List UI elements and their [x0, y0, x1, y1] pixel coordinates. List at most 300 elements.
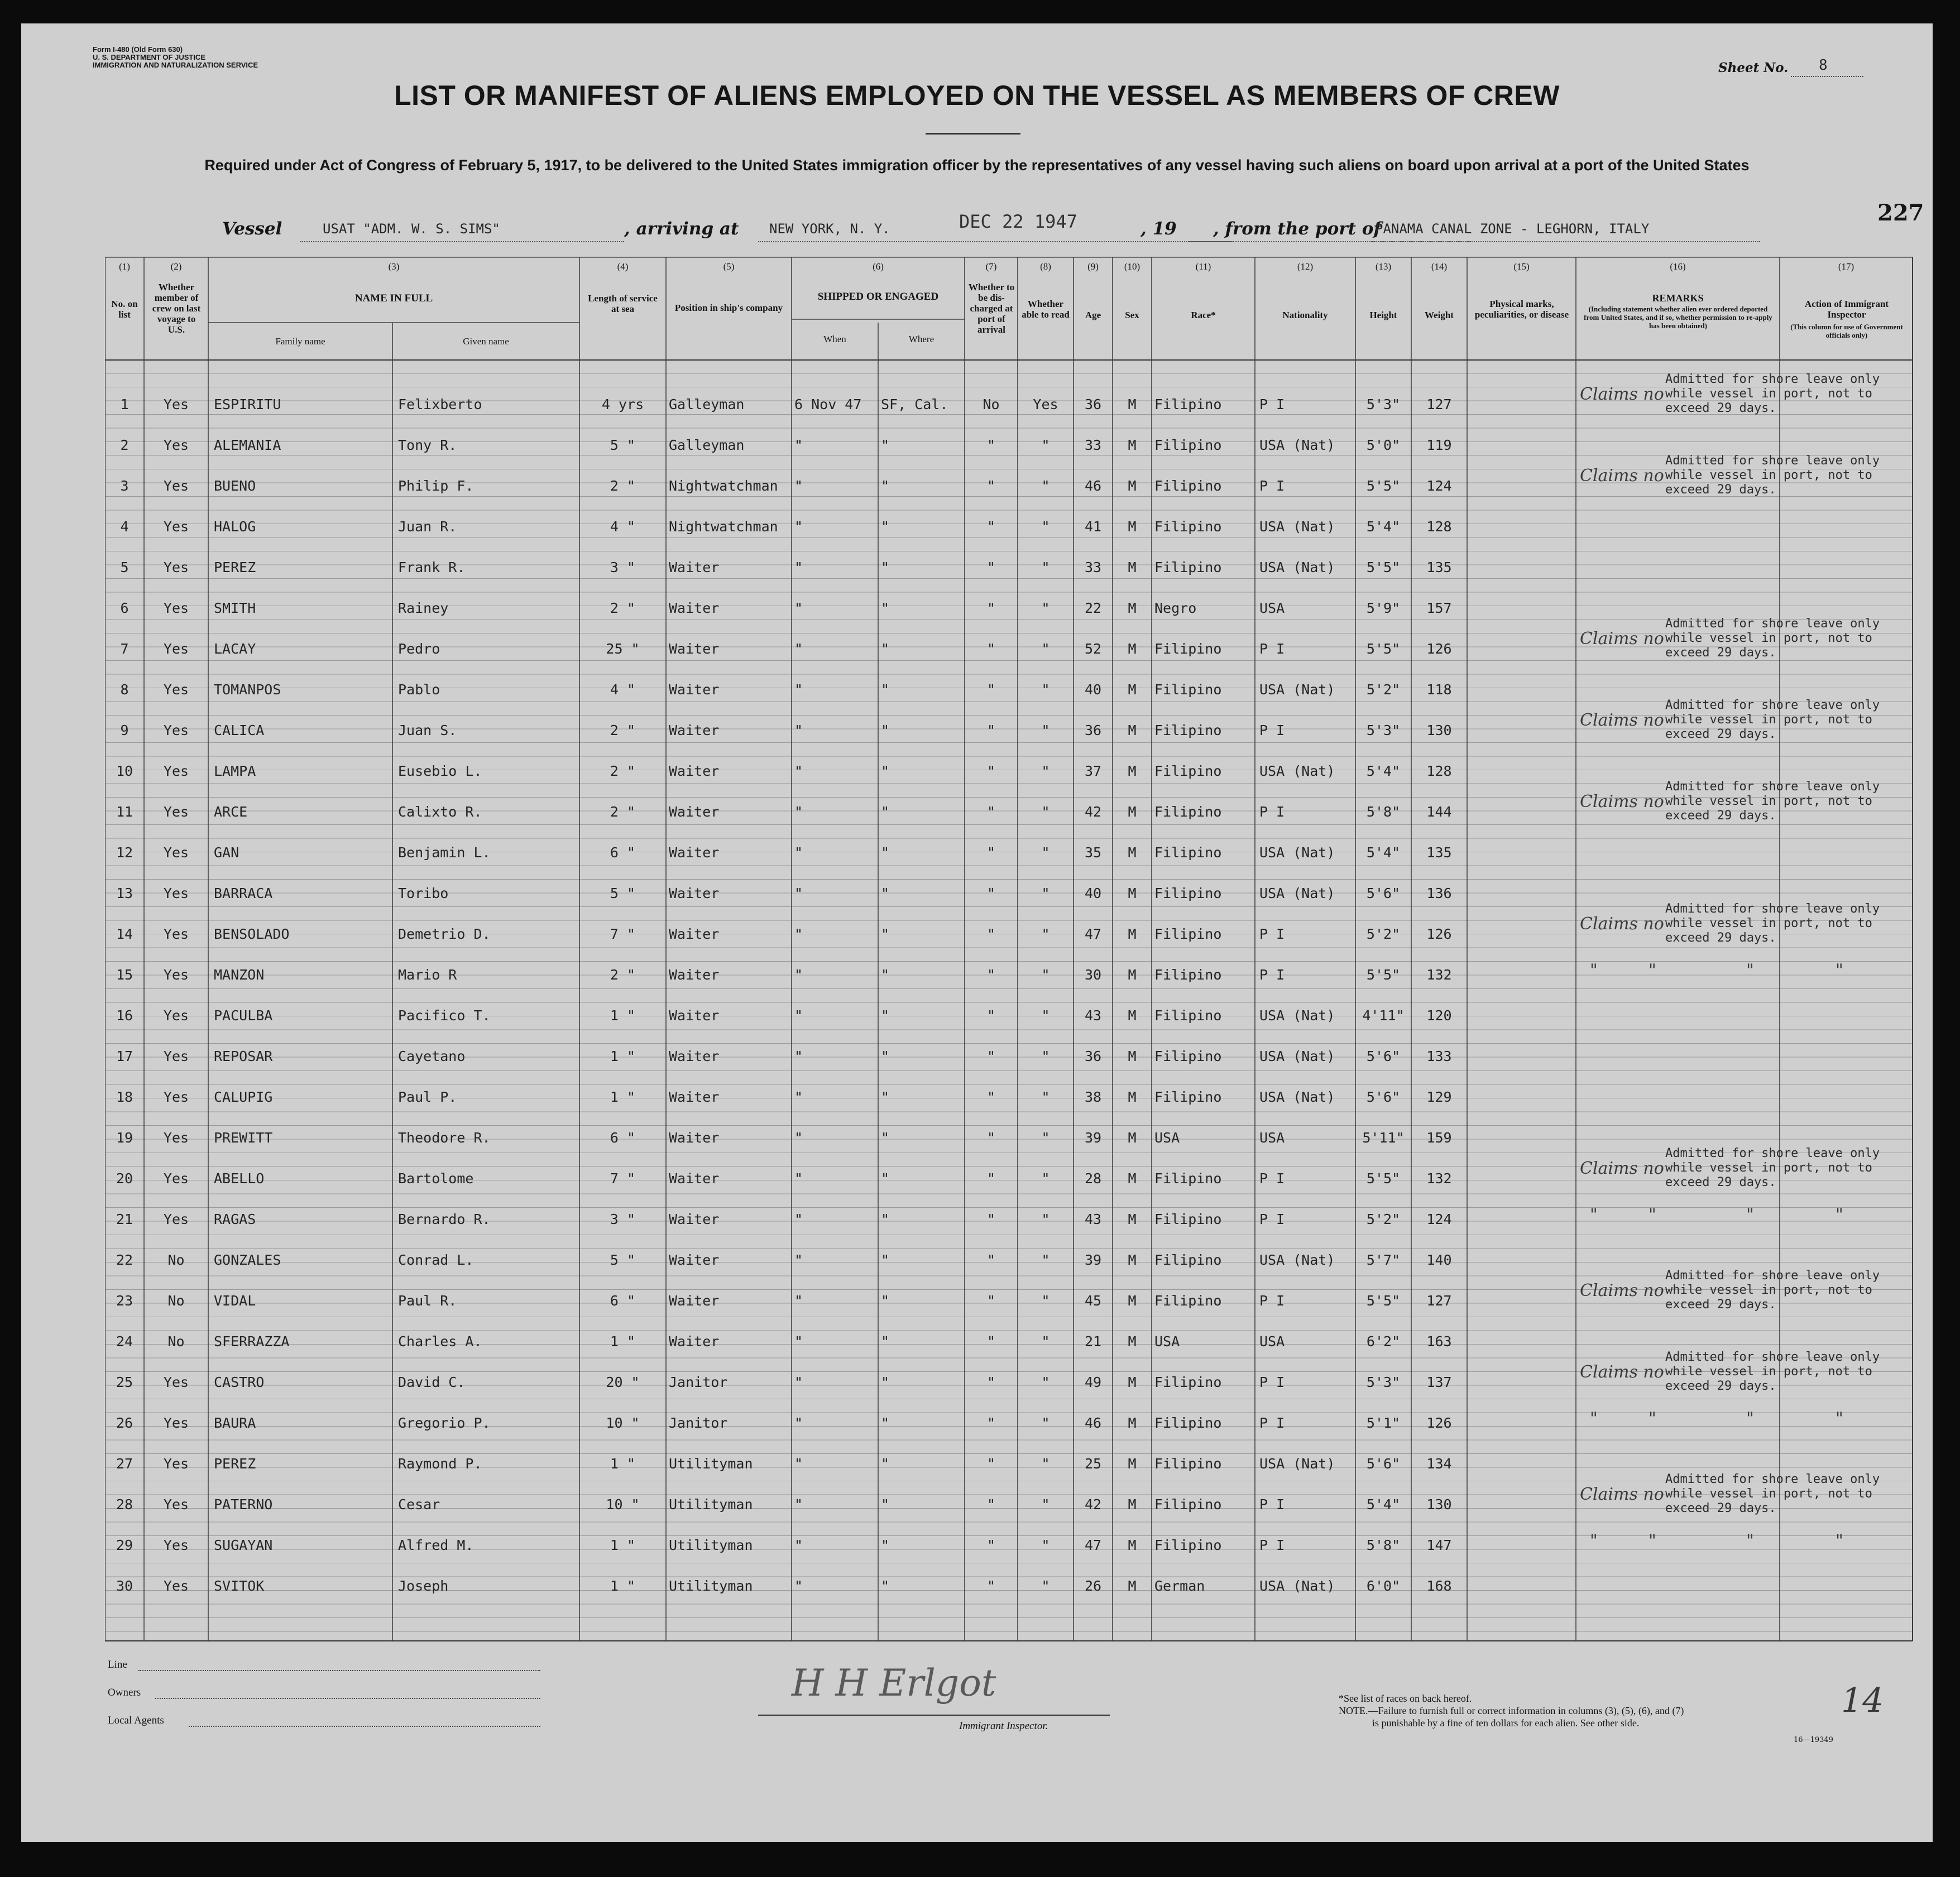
cell-nationality: USA (Nat) [1259, 1048, 1335, 1064]
cell-sex: M [1128, 1252, 1137, 1268]
cell-shipped-where: " [881, 1211, 890, 1227]
remark-line: Admitted for shore leave only [1665, 1269, 1880, 1283]
cell-able-to-read: " [1041, 1211, 1050, 1227]
cell-able-to-read: " [1041, 1007, 1050, 1024]
title-rule [926, 133, 1020, 135]
cell-family-name: ALEMANIA [214, 437, 281, 453]
cell-sex: M [1128, 1130, 1137, 1146]
cell-weight: 135 [1426, 844, 1452, 861]
remark-line: Admitted for shore leave only [1665, 780, 1880, 794]
cell-age: 41 [1084, 519, 1102, 535]
cell-sex: M [1128, 396, 1137, 412]
cell-weight: 147 [1426, 1537, 1452, 1553]
header-action: Action of Immigrant Inspector [1804, 299, 1889, 320]
cell-weight: 124 [1426, 1211, 1452, 1227]
cell-row-number: 14 [116, 926, 133, 942]
cell-family-name: BARRACA [214, 885, 273, 901]
cell-nationality: USA (Nat) [1259, 763, 1335, 779]
remark-ditto-mark: " [1590, 1409, 1598, 1428]
cell-shipped-when: " [794, 1130, 803, 1146]
remark-handwritten-claims: Claims no [1580, 1281, 1664, 1300]
cell-row-number: 6 [120, 600, 129, 616]
cell-sex: M [1128, 681, 1137, 698]
cell-family-name: CALICA [214, 722, 265, 738]
cell-shipped-where: " [881, 681, 890, 698]
remark-line: while vessel in port, not to [1665, 631, 1872, 645]
cell-length-of-service: 2 " [610, 804, 636, 820]
cell-shipped-where: " [881, 641, 890, 657]
cell-age: 40 [1084, 681, 1102, 698]
cell-sex: M [1128, 437, 1137, 453]
cell-nationality: P I [1259, 1537, 1285, 1553]
cell-able-to-read: " [1041, 1170, 1050, 1187]
cell-discharged-flag: " [986, 926, 996, 942]
col-number: (8) [1040, 261, 1051, 272]
cell-discharged-flag: " [986, 1048, 996, 1064]
header-remarks: REMARKS [1652, 292, 1704, 304]
cell-shipped-where: " [881, 1415, 890, 1431]
footnote-fine: is punishable by a fine of ten dollars for each alien. See other side. [1372, 1717, 1640, 1729]
cell-weight: 130 [1426, 722, 1452, 738]
cell-shipped-when: " [794, 1374, 803, 1390]
cell-ship-position: Galleyman [669, 396, 745, 412]
remark-line: Admitted for shore leave only [1665, 1472, 1880, 1486]
cell-sex: M [1128, 478, 1137, 494]
cell-shipped-when: " [794, 926, 803, 942]
remark-ditto-mark: " [1746, 1205, 1754, 1225]
cell-nationality: P I [1259, 1415, 1285, 1431]
cell-nationality: P I [1259, 967, 1285, 983]
cell-shipped-when: " [794, 519, 803, 535]
cell-family-name: PACULBA [214, 1007, 273, 1024]
cell-race: Filipino [1154, 1293, 1222, 1309]
cell-nationality: USA [1259, 1333, 1285, 1350]
cell-crew-last-voyage: Yes [163, 1211, 189, 1227]
cell-family-name: SVITOK [214, 1578, 265, 1594]
cell-able-to-read: Yes [1033, 396, 1058, 412]
cell-sex: M [1128, 1374, 1137, 1390]
cell-row-number: 20 [116, 1170, 133, 1187]
cell-row-number: 28 [116, 1496, 133, 1513]
cell-shipped-where: " [881, 763, 890, 779]
remark-line: while vessel in port, not to [1665, 1487, 1872, 1501]
cell-race: Filipino [1154, 559, 1222, 575]
cell-given-name: Cayetano [398, 1048, 466, 1064]
cell-nationality: P I [1259, 396, 1285, 412]
cell-weight: 159 [1426, 1130, 1452, 1146]
cell-height: 5'4" [1366, 1496, 1401, 1513]
cell-row-number: 7 [120, 641, 129, 657]
cell-given-name: Raymond P. [398, 1456, 482, 1472]
cell-age: 28 [1084, 1170, 1102, 1187]
cell-height: 5'8" [1366, 804, 1401, 820]
cell-able-to-read: " [1041, 1456, 1050, 1472]
cell-crew-last-voyage: Yes [163, 437, 189, 453]
footnote-note: NOTE.—Failure to furnish full or correct information in columns (3), (5), (6), and (7) [1339, 1705, 1684, 1716]
cell-race: USA [1154, 1333, 1180, 1350]
cell-height: 4'11" [1362, 1007, 1405, 1024]
cell-row-number: 30 [116, 1578, 133, 1594]
cell-age: 37 [1084, 763, 1102, 779]
cell-age: 39 [1084, 1130, 1102, 1146]
cell-row-number: 17 [116, 1048, 133, 1064]
cell-family-name: BUENO [214, 478, 256, 494]
cell-length-of-service: 4 " [610, 519, 636, 535]
cell-weight: 126 [1426, 641, 1452, 657]
cell-crew-last-voyage: Yes [163, 1415, 189, 1431]
cell-nationality: P I [1259, 1170, 1285, 1187]
cell-length-of-service: 2 " [610, 763, 636, 779]
cell-race: Filipino [1154, 396, 1222, 412]
cell-crew-last-voyage: Yes [163, 885, 189, 901]
cell-given-name: Cesar [398, 1496, 440, 1513]
page-subtitle: Required under Act of Congress of February 5, 1917, to be delivered to the United States immigration officer by the representatives of any vessel having such aliens on board upon arrival at a port of the United States [204, 157, 1750, 174]
remark-line: exceed 29 days. [1665, 1175, 1776, 1189]
cell-family-name: PREWITT [214, 1130, 273, 1146]
cell-height: 5'5" [1366, 1170, 1401, 1187]
header-discharged: Whether to be dis-charged at port of arrival [968, 282, 1015, 335]
remark-line: while vessel in port, not to [1665, 1161, 1872, 1175]
cell-row-number: 1 [120, 396, 129, 412]
cell-given-name: Alfred M. [398, 1537, 474, 1553]
header-member-last-voyage: Whether member of crew on last voyage to U.S. [152, 282, 201, 335]
cell-crew-last-voyage: Yes [163, 600, 189, 616]
cell-age: 43 [1084, 1211, 1102, 1227]
remark-admitted-shore-leave [1665, 1472, 1880, 1516]
cell-age: 26 [1084, 1578, 1102, 1594]
cell-weight: 168 [1426, 1578, 1452, 1594]
cell-discharged-flag: " [986, 1130, 996, 1146]
cell-family-name: HALOG [214, 519, 256, 535]
cell-shipped-when: 6 Nov 47 [794, 396, 862, 412]
cell-ship-position: Waiter [669, 722, 720, 738]
cell-ship-position: Waiter [669, 1333, 720, 1350]
cell-weight: 128 [1426, 519, 1452, 535]
col-number: (9) [1087, 261, 1099, 272]
cell-race: Negro [1154, 600, 1197, 616]
col-number: (7) [985, 261, 997, 272]
cell-sex: M [1128, 885, 1137, 901]
vessel-label: Vessel [222, 219, 282, 239]
cell-weight: 135 [1426, 559, 1452, 575]
cell-length-of-service: 6 " [610, 1293, 636, 1309]
remark-ditto-mark: " [1648, 961, 1656, 980]
cell-height: 5'2" [1366, 1211, 1401, 1227]
remark-line: exceed 29 days. [1665, 727, 1776, 741]
cell-ship-position: Waiter [669, 1211, 720, 1227]
cell-age: 52 [1084, 641, 1102, 657]
remark-ditto-mark: " [1836, 1205, 1843, 1225]
cell-height: 5'6" [1366, 885, 1401, 901]
remark-line: Admitted for shore leave only [1665, 902, 1880, 916]
cell-row-number: 19 [116, 1130, 133, 1146]
cell-weight: 144 [1426, 804, 1452, 820]
cell-given-name: Pablo [398, 681, 440, 698]
cell-shipped-where: " [881, 1089, 890, 1105]
cell-given-name: Pedro [398, 641, 440, 657]
cell-shipped-when: " [794, 1456, 803, 1472]
cell-weight: 132 [1426, 1170, 1452, 1187]
cell-ship-position: Waiter [669, 681, 720, 698]
cell-shipped-where: " [881, 1130, 890, 1146]
cell-nationality: P I [1259, 926, 1285, 942]
remark-admitted-shore-leave [1665, 1350, 1880, 1394]
cell-crew-last-voyage: Yes [163, 396, 189, 412]
cell-able-to-read: " [1041, 1537, 1050, 1553]
from-port: PANAMA CANAL ZONE - LEGHORN, ITALY [1375, 221, 1650, 237]
cell-row-number: 26 [116, 1415, 133, 1431]
header-physical-marks: Physical marks, peculiarities, or disease [1474, 299, 1569, 320]
cell-family-name: BAURA [214, 1415, 256, 1431]
col-number: (17) [1838, 261, 1854, 272]
cell-length-of-service: 1 " [610, 1537, 636, 1553]
remark-line: exceed 29 days. [1665, 483, 1776, 497]
header-height: Height [1369, 310, 1397, 320]
remark-ditto-mark: " [1836, 1531, 1843, 1550]
cell-able-to-read: " [1041, 1496, 1050, 1513]
cell-row-number: 22 [116, 1252, 133, 1268]
cell-length-of-service: 6 " [610, 1130, 636, 1146]
cell-given-name: Joseph [398, 1578, 449, 1594]
from-port-label: , from the port of [1213, 219, 1381, 239]
remark-line: Admitted for shore leave only [1665, 1350, 1880, 1364]
remark-handwritten-claims: Claims no [1580, 1485, 1664, 1504]
cell-family-name: CALUPIG [214, 1089, 273, 1105]
cell-shipped-when: " [794, 1578, 803, 1594]
cell-crew-last-voyage: Yes [163, 681, 189, 698]
cell-given-name: Tony R. [398, 437, 457, 453]
cell-sex: M [1128, 519, 1137, 535]
remark-line: while vessel in port, not to [1665, 468, 1872, 482]
cell-discharged-flag: " [986, 559, 996, 575]
cell-race: Filipino [1154, 844, 1222, 861]
cell-ship-position: Utilityman [669, 1496, 753, 1513]
cell-height: 5'1" [1366, 1415, 1401, 1431]
cell-shipped-when: " [794, 722, 803, 738]
col-number: (3) [388, 261, 400, 272]
remark-ditto-mark: " [1746, 1531, 1754, 1550]
col-number: (15) [1513, 261, 1530, 272]
cell-sex: M [1128, 804, 1137, 820]
header-given-name: Given name [463, 336, 509, 347]
col-number: (5) [723, 261, 735, 272]
cell-given-name: Paul P. [398, 1089, 457, 1105]
cell-given-name: Felixberto [398, 396, 482, 412]
remark-line: while vessel in port, not to [1665, 387, 1872, 401]
cell-sex: M [1128, 1211, 1137, 1227]
cell-nationality: P I [1259, 1374, 1285, 1390]
cell-age: 42 [1084, 1496, 1102, 1513]
cell-crew-last-voyage: Yes [163, 722, 189, 738]
manifest-sheet [21, 23, 1933, 1842]
cell-row-number: 13 [116, 885, 133, 901]
remark-line: Admitted for shore leave only [1665, 372, 1880, 386]
cell-sex: M [1128, 926, 1137, 942]
remark-ditto-mark: " [1836, 1409, 1843, 1428]
cell-family-name: PEREZ [214, 559, 256, 575]
cell-ship-position: Waiter [669, 1130, 720, 1146]
cell-able-to-read: " [1041, 722, 1050, 738]
cell-age: 47 [1084, 926, 1102, 942]
cell-shipped-where: " [881, 1170, 890, 1187]
cell-length-of-service: 4 " [610, 681, 636, 698]
cell-shipped-where: " [881, 1456, 890, 1472]
cell-able-to-read: " [1041, 763, 1050, 779]
remark-line: exceed 29 days. [1665, 931, 1776, 945]
cell-weight: 127 [1426, 1293, 1452, 1309]
cell-ship-position: Janitor [669, 1415, 728, 1431]
cell-family-name: ABELLO [214, 1170, 265, 1187]
cell-length-of-service: 3 " [610, 559, 636, 575]
cell-weight: 157 [1426, 600, 1452, 616]
cell-length-of-service: 1 " [610, 1456, 636, 1472]
cell-ship-position: Utilityman [669, 1456, 753, 1472]
cell-able-to-read: " [1041, 885, 1050, 901]
cell-crew-last-voyage: Yes [163, 1456, 189, 1472]
arriving-underline [758, 241, 1473, 242]
cell-shipped-where: " [881, 1252, 890, 1268]
cell-shipped-when: " [794, 478, 803, 494]
cell-shipped-where: " [881, 1007, 890, 1024]
col-number: (14) [1431, 261, 1448, 272]
cell-race: Filipino [1154, 1089, 1222, 1105]
cell-shipped-when: " [794, 641, 803, 657]
header-name-in-full: NAME IN FULL [354, 292, 433, 304]
header-where: Where [908, 334, 935, 344]
cell-ship-position: Waiter [669, 1089, 720, 1105]
cell-family-name: ESPIRITU [214, 396, 281, 412]
cell-age: 33 [1084, 437, 1102, 453]
cell-able-to-read: " [1041, 559, 1050, 575]
cell-height: 5'5" [1366, 478, 1401, 494]
cell-given-name: Eusebio L. [398, 763, 482, 779]
cell-sex: M [1128, 1007, 1137, 1024]
cell-length-of-service: 1 " [610, 1333, 636, 1350]
cell-given-name: Calixto R. [398, 804, 482, 820]
cell-age: 21 [1084, 1333, 1102, 1350]
cell-ship-position: Waiter [669, 1007, 720, 1024]
cell-given-name: Mario R [398, 967, 457, 983]
cell-ship-position: Waiter [669, 559, 720, 575]
cell-row-number: 21 [116, 1211, 133, 1227]
cell-height: 5'3" [1366, 396, 1401, 412]
cell-age: 43 [1084, 1007, 1102, 1024]
cell-shipped-where: " [881, 1048, 890, 1064]
cell-row-number: 24 [116, 1333, 133, 1350]
cell-discharged-flag: " [986, 1578, 996, 1594]
cell-sex: M [1128, 1089, 1137, 1105]
cell-height: 5'2" [1366, 926, 1401, 942]
cell-family-name: GONZALES [214, 1252, 281, 1268]
remark-ditto-mark: " [1648, 1205, 1656, 1225]
vessel-underline [300, 241, 624, 242]
cell-age: 33 [1084, 559, 1102, 575]
cell-race: Filipino [1154, 437, 1222, 453]
remark-handwritten-claims: Claims no [1580, 711, 1664, 730]
cell-height: 5'8" [1366, 1537, 1401, 1553]
print-code: 16—19349 [1794, 1736, 1833, 1744]
remark-handwritten-claims: Claims no [1580, 385, 1664, 404]
cell-shipped-where: SF, Cal. [881, 396, 948, 412]
cell-discharged-flag: " [986, 681, 996, 698]
cell-given-name: Bartolome [398, 1170, 474, 1187]
cell-family-name: PATERNO [214, 1496, 273, 1513]
cell-shipped-where: " [881, 1374, 890, 1390]
remark-admitted-shore-leave [1665, 1269, 1880, 1312]
cell-race: Filipino [1154, 1415, 1222, 1431]
header-remarks-note: (Including statement whether alien ever ordered deported from United States, and if so, whether permission to re-apply has been obtained) [1584, 305, 1772, 330]
cell-nationality: USA (Nat) [1259, 437, 1335, 453]
cell-ship-position: Waiter [669, 641, 720, 657]
handwritten-number: 14 [1841, 1681, 1884, 1720]
cell-given-name: Juan R. [398, 519, 457, 535]
col-number: (13) [1375, 261, 1392, 272]
cell-family-name: SMITH [214, 600, 256, 616]
owners-field [155, 1698, 540, 1699]
remark-admitted-shore-leave [1665, 1146, 1880, 1190]
cell-length-of-service: 20 " [606, 1374, 640, 1390]
remark-ditto-mark: " [1648, 1531, 1656, 1550]
cell-shipped-where: " [881, 967, 890, 983]
remark-ditto-mark: " [1590, 1205, 1598, 1225]
cell-row-number: 8 [120, 681, 129, 698]
cell-row-number: 29 [116, 1537, 133, 1553]
cell-discharged-flag: " [986, 1537, 996, 1553]
cell-sex: M [1128, 1048, 1137, 1064]
cell-height: 5'2" [1366, 681, 1401, 698]
cell-crew-last-voyage: Yes [163, 1496, 189, 1513]
cell-row-number: 10 [116, 763, 133, 779]
cell-length-of-service: 2 " [610, 722, 636, 738]
cell-ship-position: Waiter [669, 926, 720, 942]
department-name: U. S. DEPARTMENT OF JUSTICE [93, 53, 205, 61]
cell-given-name: Philip F. [398, 478, 474, 494]
date-stamp: DEC 22 1947 [959, 211, 1077, 232]
cell-race: Filipino [1154, 478, 1222, 494]
cell-race: USA [1154, 1130, 1180, 1146]
cell-discharged-flag: " [986, 763, 996, 779]
header-age: Age [1085, 310, 1101, 320]
service-name: IMMIGRATION AND NATURALIZATION SERVICE [93, 61, 258, 69]
cell-given-name: Juan S. [398, 722, 457, 738]
cell-age: 46 [1084, 478, 1102, 494]
year-label: , 19 [1140, 219, 1177, 239]
cell-given-name: Conrad L. [398, 1252, 474, 1268]
remark-admitted-shore-leave [1665, 617, 1880, 660]
cell-shipped-when: " [794, 1293, 803, 1309]
remark-ditto-mark: " [1648, 1409, 1656, 1428]
cell-nationality: USA (Nat) [1259, 1089, 1335, 1105]
cell-weight: 130 [1426, 1496, 1452, 1513]
cell-length-of-service: 7 " [610, 926, 636, 942]
footnote-races: *See list of races on back hereof. [1339, 1693, 1472, 1704]
col-number: (16) [1670, 261, 1686, 272]
cell-able-to-read: " [1041, 1089, 1050, 1105]
cell-sex: M [1128, 1496, 1137, 1513]
cell-shipped-when: " [794, 1048, 803, 1064]
manifest-table [105, 257, 1933, 1683]
cell-length-of-service: 25 " [606, 641, 640, 657]
cell-length-of-service: 2 " [610, 478, 636, 494]
cell-shipped-where: " [881, 804, 890, 820]
remark-admitted-shore-leave [1665, 902, 1880, 945]
cell-ship-position: Waiter [669, 600, 720, 616]
cell-family-name: RAGAS [214, 1211, 256, 1227]
cell-shipped-where: " [881, 437, 890, 453]
cell-sex: M [1128, 559, 1137, 575]
cell-shipped-when: " [794, 600, 803, 616]
cell-sex: M [1128, 722, 1137, 738]
